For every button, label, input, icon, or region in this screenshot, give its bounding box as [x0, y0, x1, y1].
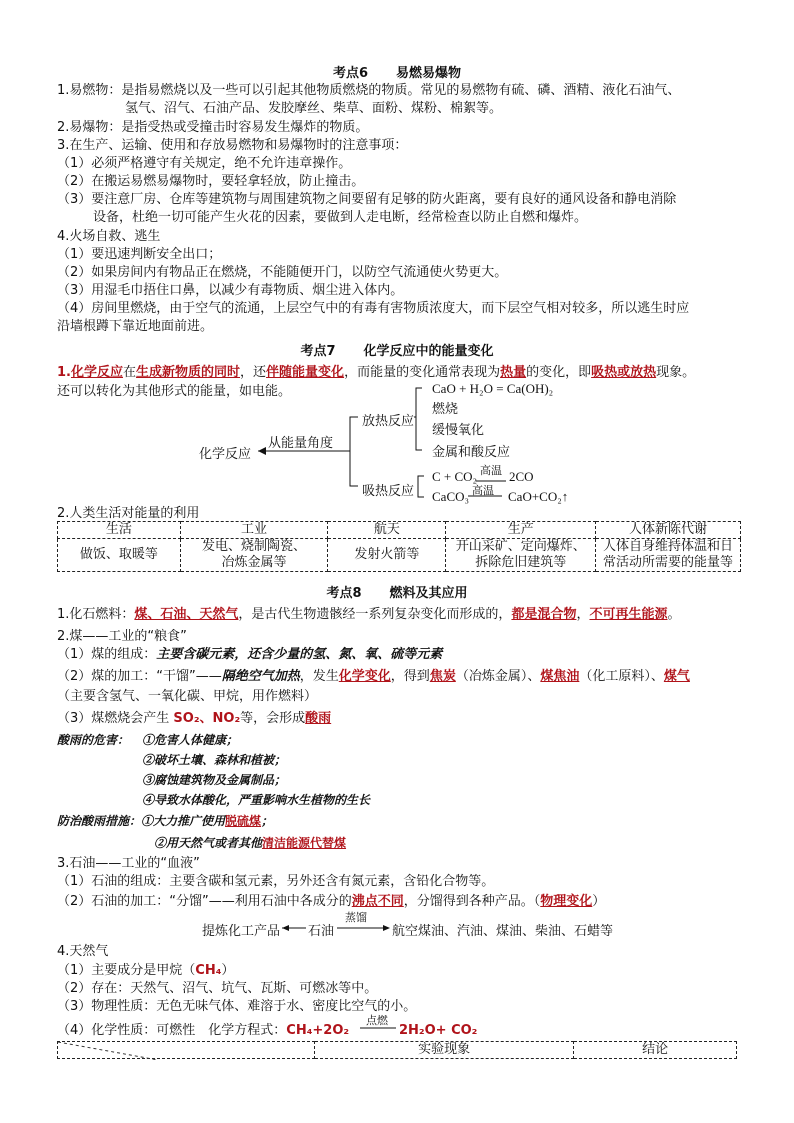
experiment-table	[57, 1041, 737, 1059]
table-header-cell: 人体新陈代谢	[595, 522, 740, 539]
list-item: （4）化学性质：可燃性 化学方程式：CH₄+2O₂	[57, 1023, 350, 1038]
endothermic-eq-1-right: 2CO	[509, 469, 534, 484]
paragraph: 还可以转化为其他形式的能量，如电能。	[57, 384, 292, 399]
table-header-cell: 结论	[574, 1042, 737, 1059]
paragraph: 3.石油——工业的“血液”	[57, 856, 200, 871]
list-item: （1）要迅速判断安全出口；	[57, 247, 222, 262]
list-item: （1）煤的组成：主要含碳元素，还含少量的氢、氮、氧、硫等元素	[57, 647, 443, 662]
paragraph: 3.在生产、运输、使用和存放易燃物和易爆物时的注意事项：	[57, 138, 408, 153]
list-item: （2）在搬运易燃易爆物时，要轻拿轻放，防止撞击。	[57, 174, 365, 189]
combustion-products: 2H₂O+ CO₂	[399, 1023, 478, 1038]
list-item: （3）物理性质：无色无味气体、难溶于水、密度比空气的小。	[57, 999, 417, 1014]
exothermic-item: CaO + H₂O = Ca(OH)₂	[432, 381, 554, 396]
section-number: 考点8	[326, 586, 362, 601]
list-item: （2）煤的加工：“干馏”——隔绝空气加热，发生化学变化，得到焦炭（冶炼金属）、煤焦油（化工原料）、煤气	[57, 669, 690, 684]
acid-rain-harm-label: 酸雨的危害：	[57, 733, 130, 747]
exothermic-item: 金属和酸反应	[432, 445, 511, 460]
list-item: （2）如果房间内有物品正在燃烧，不能随便开门，以防空气流通使火势更大。	[57, 265, 508, 280]
exothermic-item: 燃烧	[432, 402, 459, 417]
endothermic-eq-1-condition: 高温	[480, 464, 502, 477]
table-header-cell: 实验现象	[315, 1042, 574, 1059]
exothermic-label: 放热反应	[362, 414, 415, 429]
paragraph: 2.煤——工业的“粮食”	[57, 629, 187, 644]
table-header-cell: 工业	[180, 522, 328, 539]
list-item: （1）必须严格遵守有关规定，绝不允许违章操作。	[57, 156, 352, 171]
table-cell: 做饭、取暖等	[58, 539, 181, 572]
list-item: （主要含氢气、一氧化碳、甲烷，用作燃料）	[57, 689, 318, 704]
paragraph: 1.化石燃料：煤、石油、天然气，是古代生物遗骸经一系列复杂变化而形成的，都是混合物，不可再生能源。	[57, 607, 681, 622]
table-header-cell: 生活	[58, 522, 181, 539]
acid-rain-prevention-item: ②用天然气或者其他清洁能源代替煤	[154, 836, 347, 850]
list-item: （3）要注意厂房、仓库等建筑物与周围建筑物之间要留有足够的防火距离，要有良好的通风设备和静电消除	[57, 192, 677, 207]
list-item: （3）煤燃烧会产生 SO₂、NO₂等，会形成酸雨	[57, 711, 332, 726]
list-item: （4）房间里燃烧，由于空气的流通，上层空气中的有毒有害物质浓度大，而下层空气相对较多，所以逃生时应	[57, 301, 690, 316]
list-item: （2）石油的加工：“分馏”——利用石油中各成分的沸点不同，分馏得到各种产品。（物理变化）	[57, 894, 606, 909]
section-number: 考点7	[300, 344, 336, 359]
table-header-cell	[58, 1042, 315, 1059]
list-item: （1）主要成分是甲烷（CH₄）	[57, 963, 235, 978]
paragraph: 4.天然气	[57, 944, 109, 959]
list-item: （3）用湿毛巾捂住口鼻，以减少有毒物质、烟尘进入体内。	[57, 283, 404, 298]
endothermic-eq-2-condition: 高温	[472, 484, 494, 497]
table-cell: 人体自身维持体温和日 常活动所需要的能量等	[595, 539, 740, 572]
acid-rain-harm-item: ④导致水体酸化，严重影响水生植物的生长	[142, 793, 371, 807]
flow-condition: 蒸馏	[345, 911, 367, 924]
flow-middle: 石油	[308, 924, 335, 939]
paragraph: 氢气、沼气、石油产品、发胶摩丝、柴草、面粉、煤粉、棉絮等。	[125, 101, 503, 116]
diagram-root: 化学反应	[199, 447, 252, 462]
list-item: （1）石油的组成：主要含碳和氢元素，另外还含有氮元素，含铅化合物等。	[57, 874, 495, 889]
section-name: 易燃易爆物	[396, 66, 462, 81]
table-cell: 发射火箭等	[328, 539, 446, 572]
table-header-cell: 航天	[328, 522, 446, 539]
paragraph: 2.人类生活对能量的利用	[57, 506, 200, 521]
table-header-cell: 生产	[446, 522, 595, 539]
flow-right: 航空煤油、汽油、煤油、柴油、石蜡等	[392, 924, 614, 939]
corner-diagonal	[58, 1042, 158, 1060]
list-item: （2）存在：天然气、沼气、坑气、瓦斯、可燃冰等中。	[57, 981, 378, 996]
table-header-row	[58, 1042, 737, 1059]
table-cell: 开山采矿、定向爆炸、 拆除危旧建筑等	[446, 539, 595, 572]
list-item: 设备，杜绝一切可能产生火花的因素，要做到人走电断，经常检查以防止自燃和爆炸。	[93, 210, 588, 225]
section-number: 考点6	[332, 66, 369, 81]
combustion-condition: 点燃	[366, 1014, 388, 1027]
list-item: 沿墙根蹲下靠近地面前进。	[57, 319, 214, 334]
section-name: 化学反应中的能量变化	[363, 344, 494, 359]
acid-rain-prevention: 防治酸雨措施：①大力推广使用脱硫煤；	[57, 814, 274, 828]
endothermic-eq-1-left: C + CO₂	[432, 469, 478, 484]
acid-rain-harm-item: ②破坏土壤、森林和植被；	[142, 753, 287, 767]
endothermic-label: 吸热反应	[362, 484, 415, 499]
paragraph: 1.化学反应在生成新物质的同时，还伴随能量变化，而能量的变化通常表现为热量的变化，即吸热或放热现象。	[57, 365, 696, 380]
table-cell: 发电、烧制陶瓷、 冶炼金属等	[180, 539, 328, 572]
acid-rain-harm-item: ③腐蚀建筑物及金属制品；	[142, 773, 287, 787]
acid-rain-harm-item: ①危害人体健康；	[142, 733, 239, 747]
paragraph: 1.易燃物：是指易燃烧以及一些可以引起其他物质燃烧的物质。常见的易燃物有硫、磷、酒精、液化石油气、	[57, 83, 681, 98]
exothermic-item: 缓慢氧化	[432, 423, 485, 438]
flow-left: 提炼化工产品	[202, 924, 281, 939]
endothermic-eq-2-right: CaO+CO₂↑	[508, 489, 569, 504]
endothermic-eq-2-left: CaCO₃	[432, 489, 470, 504]
section-name: 燃料及其应用	[389, 586, 468, 601]
paragraph: 2.易爆物：是指受热或受撞击时容易发生爆炸的物质。	[57, 120, 369, 135]
diagram-angle-label: 从能量角度	[268, 436, 334, 451]
paragraph: 4.火场自救、逃生	[57, 229, 161, 244]
